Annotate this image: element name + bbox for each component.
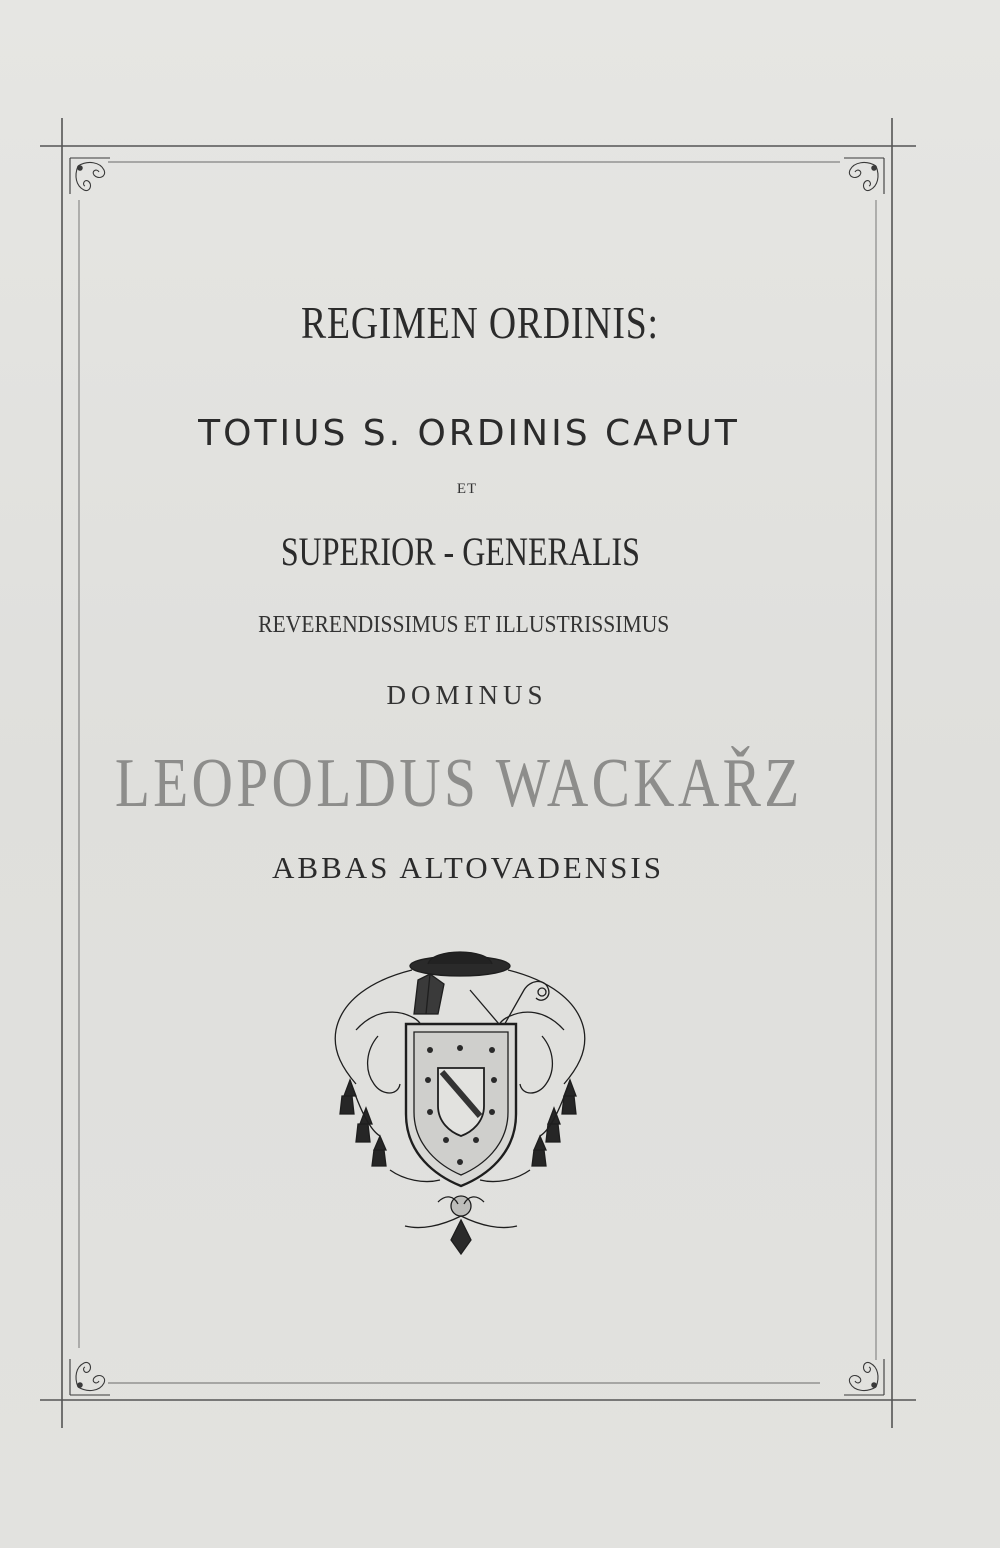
- corner-ornament-top-left: [70, 158, 110, 194]
- page-heading: REGIMEN ORDINIS:: [301, 297, 659, 348]
- coat-of-arms-icon: [320, 940, 610, 1260]
- et-line: ET: [456, 481, 478, 497]
- caput-line: TOTIUS S. ORDINIS CAPUT: [198, 413, 740, 454]
- superior-generalis-line: SUPERIOR - GENERALIS: [280, 529, 640, 574]
- reverendissimus-line: REVERENDISSIMUS ET ILLUSTRISSIMUS: [258, 612, 670, 638]
- corner-ornament-top-right: [844, 158, 884, 194]
- abbot-title: ABBAS ALTOVADENSIS: [272, 850, 664, 885]
- dominus-line: DOMINUS: [386, 680, 548, 710]
- corner-ornament-bottom-left: [70, 1359, 110, 1395]
- abbot-name: LEOPOLDUS WACKAŘZ: [114, 745, 803, 822]
- corner-ornament-bottom-right: [844, 1359, 884, 1395]
